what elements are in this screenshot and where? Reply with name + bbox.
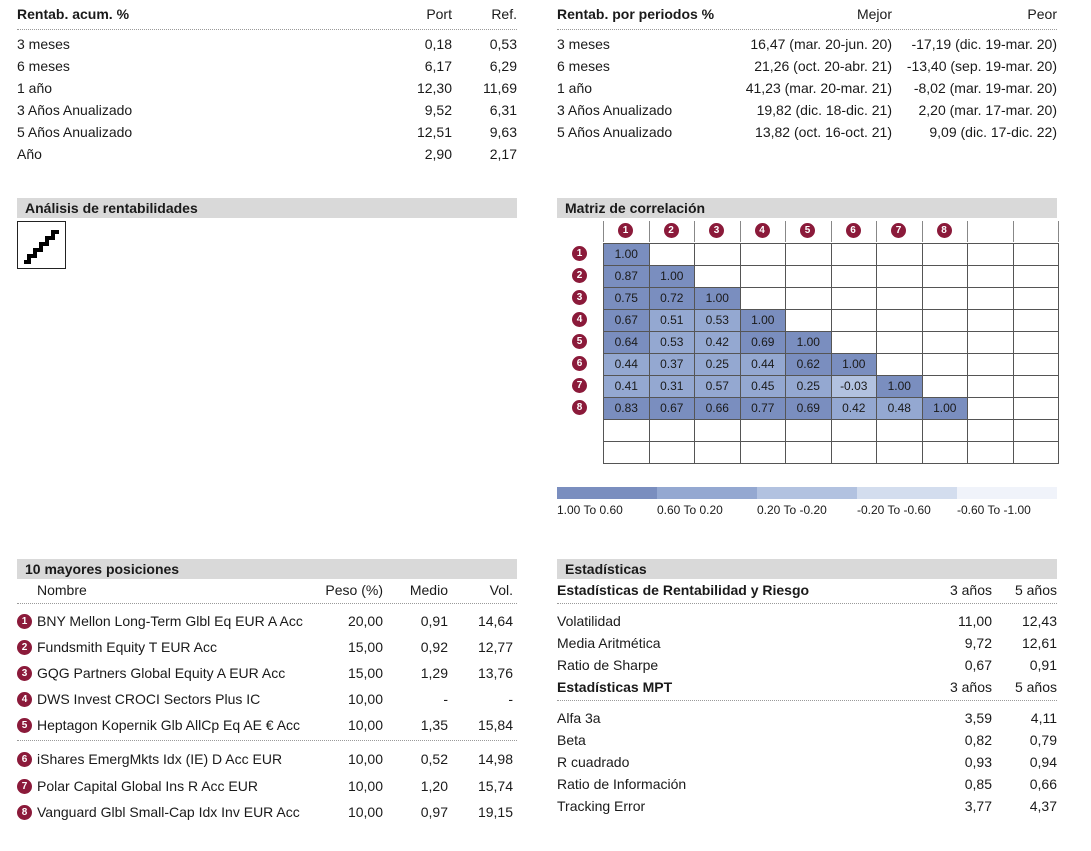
- position-number-badge: 7: [17, 779, 32, 794]
- matrix-cell: [831, 287, 878, 310]
- matrix-cell: [740, 243, 787, 266]
- matrix-cell: [1013, 243, 1060, 266]
- matrix-cell: 0.37: [649, 353, 696, 376]
- matrix-cell: 1.00: [694, 287, 741, 310]
- col-nombre-header: Nombre: [37, 582, 87, 598]
- stat-row-label: Volatilidad: [557, 613, 621, 629]
- matrix-cell: -0.03: [831, 375, 878, 398]
- matrix-cell: 0.69: [740, 331, 787, 354]
- matrix-cell: [967, 287, 1014, 310]
- estadisticas-mpt-subtitle: Estadísticas MPT: [557, 679, 673, 695]
- acum-row-ref: 6,29: [489, 58, 517, 74]
- matrix-cell: [967, 441, 1014, 464]
- position-medio: 0,91: [420, 613, 448, 629]
- matrix-cell: 0.67: [603, 309, 650, 332]
- stat-row-label: Media Aritmética: [557, 635, 661, 651]
- matrix-cell: [831, 243, 878, 266]
- periodos-row-label: 1 año: [557, 80, 593, 96]
- matrix-cell: [831, 441, 878, 464]
- position-number-badge: 6: [17, 752, 32, 767]
- matrix-cell: [785, 265, 832, 288]
- matrix-cell: [1013, 287, 1060, 310]
- matrix-cell: [740, 441, 787, 464]
- col-vol-header: Vol.: [489, 582, 513, 598]
- matrix-cell: 0.57: [694, 375, 741, 398]
- acum-row-ref: 6,31: [489, 102, 517, 118]
- acum-row-port: 12,30: [416, 80, 452, 96]
- matrix-cell: [922, 353, 969, 376]
- col-mejor-header: Mejor: [856, 6, 892, 22]
- matrix-col-number: 6: [846, 223, 861, 238]
- matrix-cell: [694, 419, 741, 442]
- rentab-acum-title: Rentab. acum. %: [17, 6, 130, 22]
- position-name: Polar Capital Global Ins R Acc EUR: [37, 778, 258, 794]
- matrix-cell: 0.42: [694, 331, 741, 354]
- matrix-header-tick: [831, 221, 832, 242]
- matrix-cell: [694, 243, 741, 266]
- periodos-row-mejor: 16,47 (mar. 20-jun. 20): [750, 36, 892, 52]
- position-peso: 10,00: [347, 691, 383, 707]
- matrix-cell: [831, 309, 878, 332]
- matrix-cell: 0.25: [694, 353, 741, 376]
- matrix-cell: 1.00: [876, 375, 923, 398]
- matrix-cell: [922, 331, 969, 354]
- matrix-cell: [922, 441, 969, 464]
- matrix-cell: [922, 287, 969, 310]
- matrix-cell: 0.62: [785, 353, 832, 376]
- acum-row-port: 2,90: [424, 146, 452, 162]
- matrix-cell: [740, 265, 787, 288]
- periodos-row-mejor: 19,82 (dic. 18-dic. 21): [756, 102, 892, 118]
- acum-row-label: 5 Años Anualizado: [17, 124, 133, 140]
- mpt-row-5a: 4,37: [1029, 798, 1057, 814]
- position-peso: 15,00: [347, 665, 383, 681]
- col-5-anos-header: 5 años: [1014, 679, 1057, 695]
- matrix-cell: [1013, 265, 1060, 288]
- matrix-col-number: 5: [800, 223, 815, 238]
- matrix-cell: [876, 419, 923, 442]
- stat-row-3a: 9,72: [964, 635, 992, 651]
- matrix-col-number: 3: [709, 223, 724, 238]
- position-peso: 10,00: [347, 751, 383, 767]
- acum-row-label: 6 meses: [17, 58, 70, 74]
- matrix-cell: 0.44: [740, 353, 787, 376]
- periodos-row-peor: -13,40 (sep. 19-mar. 20): [906, 58, 1057, 74]
- matrix-cell: [1013, 353, 1060, 376]
- matrix-cell: 1.00: [922, 397, 969, 420]
- periodos-row-label: 3 Años Anualizado: [557, 102, 673, 118]
- col-5-anos-header: 5 años: [1014, 582, 1057, 598]
- col-peso-header: Peso (%): [325, 582, 383, 598]
- matrix-cell: 0.66: [694, 397, 741, 420]
- position-vol: 13,76: [477, 665, 513, 681]
- matrix-cell: 0.53: [649, 331, 696, 354]
- acum-row-ref: 11,69: [483, 80, 517, 96]
- col-3-anos-header: 3 años: [949, 582, 992, 598]
- acum-row-port: 6,17: [424, 58, 452, 74]
- matrix-cell: [603, 441, 650, 464]
- matrix-cell: [922, 243, 969, 266]
- matrix-col-number: 7: [891, 223, 906, 238]
- matrix-cell: [1013, 309, 1060, 332]
- matrix-cell: [967, 309, 1014, 332]
- stat-row-3a: 11,00: [958, 613, 992, 629]
- divider: [17, 740, 517, 741]
- divider: [17, 603, 517, 604]
- position-vol: 19,15: [477, 804, 513, 820]
- matrix-header-tick: [785, 221, 786, 242]
- mpt-row-3a: 0,85: [964, 776, 992, 792]
- matrix-cell: [1013, 441, 1060, 464]
- mpt-row-label: R cuadrado: [557, 754, 630, 770]
- matrix-cell: [967, 397, 1014, 420]
- matrix-cell: [785, 441, 832, 464]
- position-vol: 14,98: [477, 751, 513, 767]
- matrix-cell: [967, 331, 1014, 354]
- matrix-cell: [1013, 397, 1060, 420]
- matrix-cell: 0.64: [603, 331, 650, 354]
- divider: [557, 700, 1057, 701]
- periodos-row-label: 5 Años Anualizado: [557, 124, 673, 140]
- acum-row-ref: 2,17: [489, 146, 517, 162]
- matrix-cell: [876, 287, 923, 310]
- stat-row-3a: 0,67: [964, 657, 992, 673]
- position-name: BNY Mellon Long-Term Glbl Eq EUR A Acc: [37, 613, 303, 629]
- col-medio-header: Medio: [409, 582, 448, 598]
- mpt-row-5a: 0,94: [1029, 754, 1057, 770]
- matrix-header-tick: [740, 221, 741, 242]
- matrix-cell: [876, 265, 923, 288]
- matrix-cell: [831, 331, 878, 354]
- matrix-cell: [694, 441, 741, 464]
- matrix-cell: [649, 243, 696, 266]
- mpt-row-3a: 3,77: [964, 798, 992, 814]
- position-name: Heptagon Kopernik Glb AllCp Eq AE € Acc: [37, 717, 301, 733]
- position-number-badge: 2: [17, 640, 32, 655]
- position-peso: 20,00: [347, 613, 383, 629]
- mpt-row-5a: 0,66: [1029, 776, 1057, 792]
- matrix-header-tick: [876, 221, 877, 242]
- matrix-col-number: 8: [937, 223, 952, 238]
- matrix-row-number: 2: [572, 268, 587, 283]
- acum-row-port: 0,18: [424, 36, 452, 52]
- estadisticas-title: Estadísticas: [557, 559, 1057, 579]
- divider: [557, 603, 1057, 604]
- stair-step-style-icon: [17, 221, 66, 269]
- matrix-cell: 0.72: [649, 287, 696, 310]
- matrix-cell: 0.69: [785, 397, 832, 420]
- periodos-row-mejor: 13,82 (oct. 16-oct. 21): [755, 124, 892, 140]
- acum-row-port: 9,52: [424, 102, 452, 118]
- position-peso: 15,00: [347, 639, 383, 655]
- matrix-cell: [967, 243, 1014, 266]
- matrix-cell: 1.00: [831, 353, 878, 376]
- rentab-periodos-title: Rentab. por periodos %: [557, 6, 715, 22]
- col-peor-header: Peor: [1027, 6, 1057, 22]
- position-peso: 10,00: [347, 778, 383, 794]
- periodos-row-mejor: 21,26 (oct. 20-abr. 21): [754, 58, 892, 74]
- position-peso: 10,00: [347, 804, 383, 820]
- matrix-cell: [1013, 419, 1060, 442]
- matrix-cell: [876, 331, 923, 354]
- matrix-cell: [876, 243, 923, 266]
- matrix-cell: 1.00: [649, 265, 696, 288]
- matrix-col-number: 2: [664, 223, 679, 238]
- position-peso: 10,00: [347, 717, 383, 733]
- matrix-cell: [740, 419, 787, 442]
- matrix-cell: [922, 309, 969, 332]
- col-ref-header: Ref.: [491, 6, 517, 22]
- matrix-cell: 0.77: [740, 397, 787, 420]
- mpt-row-3a: 0,82: [964, 732, 992, 748]
- matrix-cell: [603, 419, 650, 442]
- matrix-header-tick: [967, 221, 968, 242]
- legend-label: 0.20 To -0.20: [757, 503, 827, 517]
- divider: [17, 29, 517, 30]
- matrix-cell: 0.51: [649, 309, 696, 332]
- matrix-header-tick: [1013, 221, 1014, 242]
- position-vol: 15,84: [477, 717, 513, 733]
- legend-label: 1.00 To 0.60: [557, 503, 623, 517]
- matrix-cell: [876, 309, 923, 332]
- position-number-badge: 5: [17, 718, 32, 733]
- matrix-cell: [785, 243, 832, 266]
- legend-swatch: [757, 487, 857, 499]
- matrix-cell: [649, 441, 696, 464]
- col-3-anos-header: 3 años: [949, 679, 992, 695]
- position-medio: -: [443, 691, 448, 707]
- mpt-row-5a: 0,79: [1029, 732, 1057, 748]
- matrix-cell: [694, 265, 741, 288]
- matrix-col-number: 4: [755, 223, 770, 238]
- acum-row-label: 3 Años Anualizado: [17, 102, 133, 118]
- legend-label: -0.20 To -0.60: [857, 503, 931, 517]
- legend-label: -0.60 To -1.00: [957, 503, 1031, 517]
- matrix-row-number: 3: [572, 290, 587, 305]
- matrix-cell: [740, 287, 787, 310]
- matrix-header-tick: [694, 221, 695, 242]
- matrix-row-number: 5: [572, 334, 587, 349]
- matrix-cell: 0.42: [831, 397, 878, 420]
- stat-row-5a: 12,43: [1021, 613, 1057, 629]
- acum-row-label: 1 año: [17, 80, 53, 96]
- stat-row-5a: 12,61: [1021, 635, 1057, 651]
- mpt-row-label: Alfa 3a: [557, 710, 601, 726]
- position-vol: 15,74: [477, 778, 513, 794]
- matrix-cell: [922, 375, 969, 398]
- matrix-cell: [831, 265, 878, 288]
- matrix-cell: [785, 419, 832, 442]
- matrix-header-tick: [1058, 221, 1059, 242]
- legend-swatch: [657, 487, 757, 499]
- position-vol: 12,77: [477, 639, 513, 655]
- matrix-cell: 1.00: [603, 243, 650, 266]
- periodos-row-peor: 9,09 (dic. 17-dic. 22): [929, 124, 1057, 140]
- legend-label: 0.60 To 0.20: [657, 503, 723, 517]
- matrix-row-number: 8: [572, 400, 587, 415]
- matrix-cell: [922, 419, 969, 442]
- matrix-cell: 0.75: [603, 287, 650, 310]
- matrix-cell: 0.25: [785, 375, 832, 398]
- periodos-row-peor: -17,19 (dic. 19-mar. 20): [911, 36, 1057, 52]
- matrix-cell: [967, 375, 1014, 398]
- mpt-row-3a: 0,93: [964, 754, 992, 770]
- matrix-cell: [649, 419, 696, 442]
- periodos-row-peor: 2,20 (mar. 17-mar. 20): [918, 102, 1057, 118]
- analisis-title: Análisis de rentabilidades: [17, 198, 517, 218]
- matrix-cell: 0.45: [740, 375, 787, 398]
- mpt-row-3a: 3,59: [964, 710, 992, 726]
- matrix-cell: 1.00: [740, 309, 787, 332]
- position-medio: 1,20: [420, 778, 448, 794]
- matrix-cell: [967, 419, 1014, 442]
- matriz-title: Matriz de correlación: [557, 198, 1057, 218]
- matrix-cell: 0.83: [603, 397, 650, 420]
- matrix-cell: [876, 353, 923, 376]
- matrix-cell: 0.53: [694, 309, 741, 332]
- acum-row-label: 3 meses: [17, 36, 70, 52]
- divider: [557, 29, 1057, 30]
- matrix-cell: [785, 309, 832, 332]
- matrix-row-number: 1: [572, 246, 587, 261]
- periodos-row-label: 3 meses: [557, 36, 610, 52]
- matrix-cell: 0.67: [649, 397, 696, 420]
- col-port-header: Port: [426, 6, 452, 22]
- matrix-cell: 0.41: [603, 375, 650, 398]
- matrix-cell: [1013, 375, 1060, 398]
- matrix-cell: [1013, 331, 1060, 354]
- matrix-cell: 0.87: [603, 265, 650, 288]
- acum-row-label: Año: [17, 146, 42, 162]
- matrix-col-number: 1: [618, 223, 633, 238]
- mpt-row-label: Tracking Error: [557, 798, 646, 814]
- matrix-cell: 0.44: [603, 353, 650, 376]
- mpt-row-5a: 4,11: [1030, 710, 1057, 726]
- legend-swatch: [957, 487, 1057, 499]
- position-name: DWS Invest CROCI Sectors Plus IC: [37, 691, 261, 707]
- matrix-header-tick: [922, 221, 923, 242]
- matrix-cell: [785, 287, 832, 310]
- position-name: iShares EmergMkts Idx (IE) D Acc EUR: [37, 751, 283, 767]
- legend-swatch: [557, 487, 657, 499]
- estadisticas-rr-subtitle: Estadísticas de Rentabilidad y Riesgo: [557, 582, 810, 598]
- position-vol: 14,64: [477, 613, 513, 629]
- acum-row-ref: 0,53: [489, 36, 517, 52]
- position-medio: 0,92: [420, 639, 448, 655]
- position-medio: 1,29: [420, 665, 448, 681]
- matrix-cell: 0.31: [649, 375, 696, 398]
- matrix-cell: [922, 265, 969, 288]
- mpt-row-label: Ratio de Información: [557, 776, 687, 792]
- periodos-row-peor: -8,02 (mar. 19-mar. 20): [913, 80, 1057, 96]
- matrix-row-number: 7: [572, 378, 587, 393]
- position-number-badge: 8: [17, 805, 32, 820]
- matrix-header-tick: [603, 221, 604, 242]
- acum-row-ref: 9,63: [489, 124, 517, 140]
- matrix-cell: 1.00: [785, 331, 832, 354]
- matrix-cell: [967, 265, 1014, 288]
- position-medio: 0,52: [420, 751, 448, 767]
- stat-row-label: Ratio de Sharpe: [557, 657, 659, 673]
- position-number-badge: 3: [17, 666, 32, 681]
- periodos-row-label: 6 meses: [557, 58, 610, 74]
- matrix-cell: [876, 441, 923, 464]
- matrix-cell: 0.48: [876, 397, 923, 420]
- stat-row-5a: 0,91: [1029, 657, 1057, 673]
- posiciones-title: 10 mayores posiciones: [17, 559, 517, 579]
- position-vol: -: [508, 691, 513, 707]
- position-number-badge: 4: [17, 692, 32, 707]
- position-number-badge: 1: [17, 614, 32, 629]
- matrix-header-tick: [649, 221, 650, 242]
- matrix-row-number: 4: [572, 312, 587, 327]
- matrix-row-number: 6: [572, 356, 587, 371]
- acum-row-port: 12,51: [416, 124, 452, 140]
- position-name: GQG Partners Global Equity A EUR Acc: [37, 665, 286, 681]
- periodos-row-mejor: 41,23 (mar. 20-mar. 21): [745, 80, 892, 96]
- mpt-row-label: Beta: [557, 732, 586, 748]
- matrix-cell: [967, 353, 1014, 376]
- position-name: Vanguard Glbl Small-Cap Idx Inv EUR Acc: [37, 804, 300, 820]
- legend-swatch: [857, 487, 957, 499]
- position-medio: 1,35: [420, 717, 448, 733]
- position-medio: 0,97: [420, 804, 448, 820]
- position-name: Fundsmith Equity T EUR Acc: [37, 639, 217, 655]
- matrix-cell: [831, 419, 878, 442]
